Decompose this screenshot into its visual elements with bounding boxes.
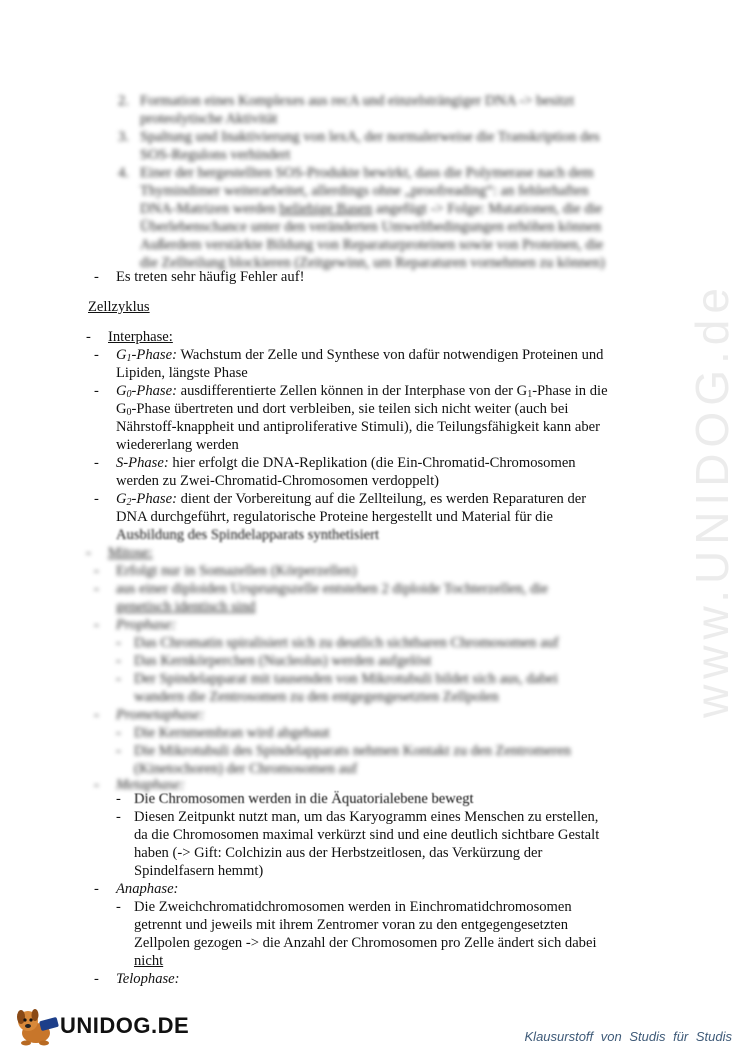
text-line: die Zellteilung blockieren (Zeitgewinn, um Reparaturen vornehmen zu können) [140, 255, 605, 271]
text-line: Das Kernkörperchen (Nucleolus) werden aufgelöst [134, 653, 432, 669]
text-line: Formation eines Komplexes aus recA und einzelsträngiger DNA -> besitzt [140, 93, 575, 109]
text-line: Lipiden, längste Phase [116, 365, 248, 381]
logo-text: UNIDOG.DE [60, 1013, 190, 1038]
text-line: aus einer diploiden Ursprungszelle entstehen 2 diploide Tochterzellen, die [116, 581, 548, 597]
bullet-dash: - [94, 455, 99, 471]
text-line: SOS-Regulons verhindert [140, 147, 291, 163]
bullet-dash: - [116, 791, 121, 807]
text-line: Erfolgt nur in Somazellen (Körperzellen) [116, 563, 357, 579]
text-line: getrennt und jeweils mit ihrem Zentromer voran zu den entgegengesetzten [134, 917, 569, 933]
list-number: 3. [118, 129, 129, 145]
text-line: Ausbildung des Spindelapparats synthetisiert [116, 527, 380, 543]
text-line: Die Chromosomen werden in die Äquatorialebene bewegt [134, 791, 474, 807]
s-phase-line: S-Phase: hier erfolgt die DNA-Replikation (die Ein-Chromatid-Chromosomen [116, 455, 576, 471]
text-line: werden zu Zwei-Chromatid-Chromosomen verdoppelt) [116, 473, 440, 489]
dog-mascot-icon [14, 1007, 62, 1047]
text-line: proteolytische Aktivität [140, 111, 278, 127]
bullet-dash: - [94, 777, 99, 793]
bullet-dash: - [94, 269, 99, 285]
text-line: (Kinetochoren) der Chromosomen auf [134, 761, 358, 777]
list-number: 4. [118, 165, 129, 181]
text-line: Die Mikrotubuli des Spindelapparats nehmen Kontakt zu den Zentromeren [134, 743, 571, 759]
text-line: genetisch identisch sind [116, 599, 256, 615]
bullet-dash: - [116, 725, 121, 741]
footer-tagline: Klausurstoff von Studis für Studis [524, 1029, 732, 1044]
text-line: nicht [134, 953, 164, 969]
text-line: Der Spindelapparat mit tausenden von Mikrotubuli bildet sich aus, dabei [134, 671, 558, 687]
bullet-dash: - [94, 617, 99, 633]
text-line: DNA durchgeführt, regulatorische Proteine hergestellt und Material für die [116, 509, 553, 525]
text-line: Es treten sehr häufig Fehler auf! [116, 269, 305, 285]
watermark: www.UNIDOG.de [686, 282, 738, 718]
metaphase-label: Metaphase: [116, 777, 185, 793]
bullet-dash: - [94, 491, 99, 507]
list-number: 2. [118, 93, 129, 109]
text-line: Die Zweichchromatidchromosomen werden in Einchromatidchromosomen [134, 899, 572, 915]
g0-phase-line: $G_0$-Phase: ausdifferentierte Zellen können in der Interphase von der $G_1$-Phase in die [116, 383, 608, 400]
bullet-dash: - [116, 809, 121, 825]
bullet-dash: - [94, 581, 99, 597]
text-line: Überlebenschance unter den veränderten Umweltbedingungen erhöhen können [140, 219, 602, 235]
bullet-dash: - [116, 899, 121, 915]
bullet-dash: - [94, 971, 99, 987]
text-line: $G_0$-Phase übertreten und dort verbleiben, sie teilen sich nicht weiter (auch bei [116, 401, 569, 418]
text-line: wiedererlang werden [116, 437, 239, 453]
anaphase-label: Anaphase: [116, 881, 179, 897]
text-line: haben (-> Gift: Colchizin aus der Herbstzeitlosen, das Verkürzung der [134, 845, 543, 861]
bullet-dash: - [94, 347, 99, 363]
prophase-label: Prophase: [116, 617, 177, 633]
text-line: DNA-Matrizen werden beliebige Basen angefügt -> Folge: Mutationen, die die [140, 201, 603, 217]
bullet-dash: - [94, 563, 99, 579]
text-line: Nährstoff-knappheit und antiproliferative Stimuli), die Teilungsfähigkeit kann aber [116, 419, 600, 435]
interphase-heading: Interphase: [108, 329, 173, 345]
text-line: Thymindimer weiterarbeitet, allerdings ohne „proofreading“: an fehlerhaften [140, 183, 589, 199]
bullet-dash: - [94, 881, 99, 897]
text-line: Zellpolen gezogen -> die Anzahl der Chromosomen pro Zelle ändert sich dabei [134, 935, 597, 951]
text-line: Die Kernmembran wird abgebaut [134, 725, 330, 741]
g2-phase-line: $G_2$-Phase: dient der Vorbereitung auf die Zellteilung, es werden Reparaturen der [116, 491, 587, 508]
section-title: Zellzyklus [88, 299, 150, 315]
text-line: Das Chromatin spiralisiert sich zu deutlich sichtbaren Chromosomen auf [134, 635, 559, 651]
text-line: Spaltung und Inaktivierung von lexA, der normalerweise die Transkription des [140, 129, 600, 145]
telophase-label: Telophase: [116, 971, 180, 987]
text-line: Außerdem verstärkte Bildung von Reparaturproteinen sowie von Proteinen, die [140, 237, 604, 253]
unidog-logo[interactable] [14, 1007, 214, 1047]
bullet-dash: - [94, 383, 99, 399]
bullet-dash: - [86, 545, 91, 561]
mitose-heading: Mitose: [108, 545, 153, 561]
bullet-dash: - [116, 671, 121, 687]
bullet-dash: - [116, 743, 121, 759]
text-line: wandern die Zentrosomen zu den entgegengesetzten Zellpolen [134, 689, 499, 705]
text-line: Diesen Zeitpunkt nutzt man, um das Karyogramm eines Menschen zu erstellen, [134, 809, 599, 825]
text-line: Spindelfasern hemmt) [134, 863, 264, 879]
text-line: da die Chromosomen maximal verkürzt sind und eine deutlich sichtbare Gestalt [134, 827, 600, 843]
bullet-dash: - [94, 707, 99, 723]
g1-phase-line: $G_1$-Phase: Wachstum der Zelle und Synthese von dafür notwendigen Proteinen und [116, 347, 604, 364]
prometaphase-label: Prometaphase: [116, 707, 205, 723]
bullet-dash: - [116, 635, 121, 651]
text-line: Einer der hergestellten SOS-Produkte bewirkt, dass die Polymerase nach dem [140, 165, 594, 181]
bullet-dash: - [116, 653, 121, 669]
bullet-dash: - [86, 329, 91, 345]
